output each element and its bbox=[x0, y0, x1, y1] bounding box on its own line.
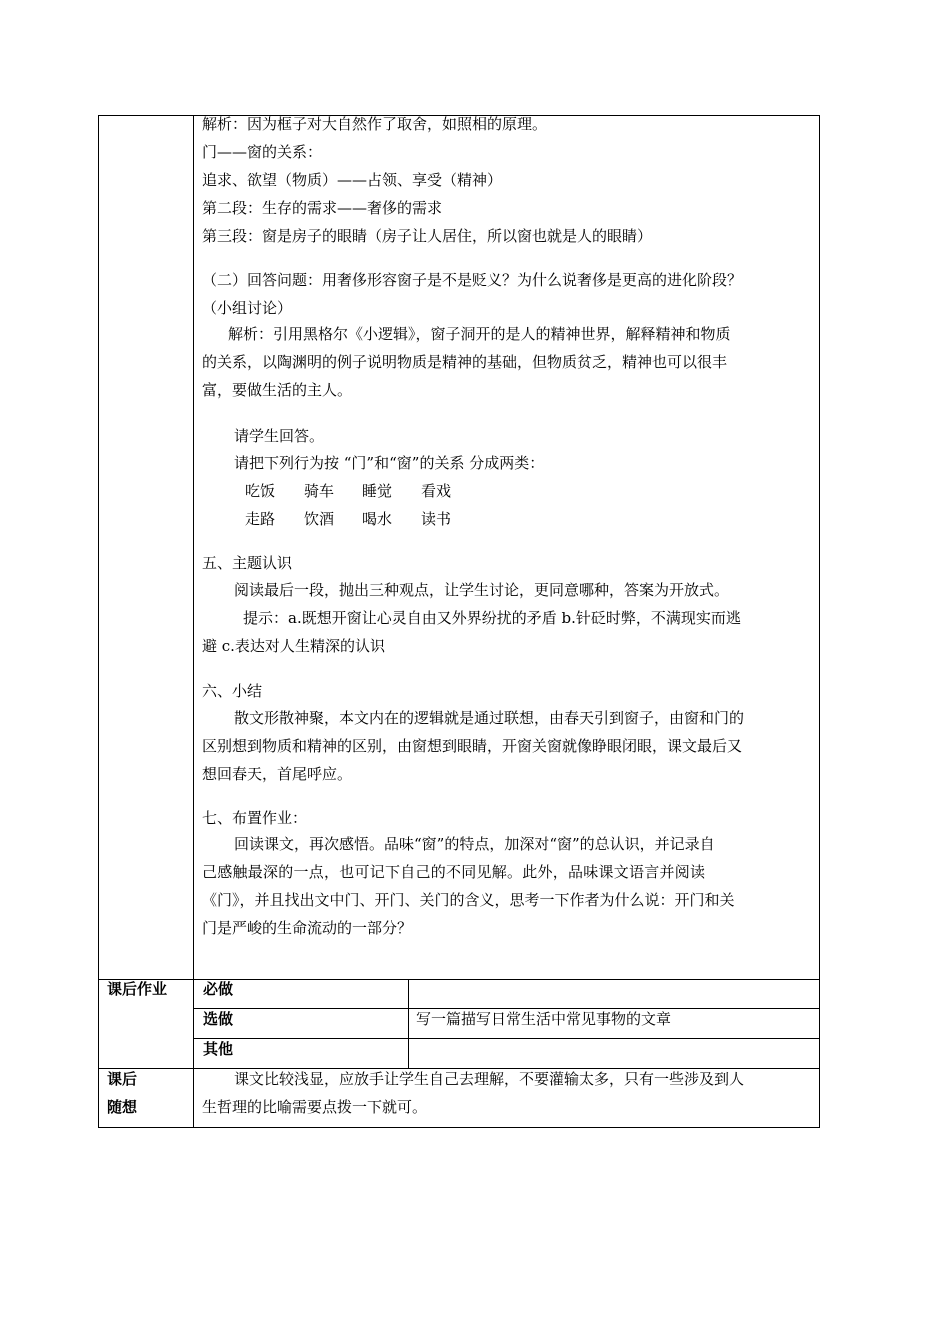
activity-read: 读书 bbox=[421, 510, 452, 528]
activity-eat: 吃饭 bbox=[245, 482, 276, 500]
section-summary-heading: 六、小结 bbox=[202, 682, 263, 700]
analysis-hegel-line-3: 富，要做生活的主人。 bbox=[202, 381, 353, 399]
analysis-frame-line: 解析：因为框子对大自然作了取舍，如照相的原理。 bbox=[202, 115, 548, 133]
analysis-hegel-line: 解析：引用黑格尔《小逻辑》，窗子洞开的是人的精神世界，解释精神和物质 bbox=[228, 325, 731, 343]
optional-homework-content: 写一篇描写日常生活中常见事物的文章 bbox=[416, 1010, 672, 1028]
activity-watch-play: 看戏 bbox=[421, 482, 452, 500]
analysis-hegel-line-2: 的关系，以陶渊明的例子说明物质是精神的基础，但物质贫乏，精神也可以很丰 bbox=[202, 353, 728, 371]
summary-line-1: 散文形散神聚，本文内在的逻辑就是通过联想，由春天引到窗子，由窗和门的 bbox=[234, 709, 745, 727]
classify-instruction-line: 请把下列行为按 “门”和“窗”的关系 分成两类： bbox=[234, 454, 545, 472]
theme-hint-line: 提示：a.既想开窗让心灵自由又外界纷扰的矛盾 b.针砭时弊，不满现实而逃 bbox=[243, 609, 741, 627]
table-divider-col1 bbox=[193, 115, 194, 1128]
summary-line-2: 区别想到物质和精神的区别，由窗想到眼睛，开窗关窗就像睁眼闭眼，课文最后又 bbox=[202, 737, 743, 755]
homework-line-3: 《门》，并且找出文中门、开门、关门的含义，思考一下作者为什么说：开门和关 bbox=[202, 891, 735, 909]
door-window-relation-line: 追求、欲望（物质）——占领、享受（精神） bbox=[202, 171, 503, 189]
activity-ride: 骑车 bbox=[304, 482, 335, 500]
paragraph-two-line: 第二段：生存的需求——奢侈的需求 bbox=[202, 199, 443, 217]
group-discussion-line: （小组讨论） bbox=[202, 299, 293, 317]
reflection-line-2: 生哲理的比喻需要点拨一下就可。 bbox=[202, 1098, 428, 1116]
activity-drink-water: 喝水 bbox=[362, 510, 393, 528]
table-divider-row3 bbox=[193, 1038, 820, 1039]
activity-drink-wine: 饮酒 bbox=[304, 510, 335, 528]
section-theme-heading: 五、主题认识 bbox=[202, 554, 293, 572]
reflection-line-1: 课文比较浅显，应放手让学生自己去理解，不要灌输太多，只有一些涉及到人 bbox=[234, 1070, 745, 1088]
table-divider-col2 bbox=[408, 979, 409, 1068]
other-label: 其他 bbox=[203, 1040, 234, 1058]
homework-line-4: 门是严峻的生命流动的一部分？ bbox=[202, 919, 413, 937]
theme-line-1: 阅读最后一段，抛出三种观点，让学生讨论，更同意哪种，答案为开放式。 bbox=[234, 581, 730, 599]
reflection-label-line1: 课后 bbox=[107, 1070, 138, 1088]
ask-students-line: 请学生回答。 bbox=[234, 427, 325, 445]
table-divider-row4 bbox=[98, 1068, 820, 1069]
homework-line-2: 己感触最深的一点，也可记下自己的不同见解。此外，品味课文语言并阅读 bbox=[202, 863, 706, 881]
table-divider-row2 bbox=[193, 1008, 820, 1009]
section-homework-heading: 七、布置作业： bbox=[202, 809, 308, 827]
theme-hint-line-2: 避 c.表达对人生精深的认识 bbox=[202, 637, 385, 655]
homework-line-1: 回读课文，再次感悟。品味“窗”的特点，加深对“窗”的总认识，并记录自 bbox=[234, 835, 715, 853]
homework-label: 课后作业 bbox=[107, 980, 168, 998]
summary-line-3: 想回春天，首尾呼应。 bbox=[202, 765, 353, 783]
door-window-relation-heading: 门——窗的关系： bbox=[202, 143, 323, 161]
activity-walk: 走路 bbox=[245, 510, 276, 528]
activity-sleep: 睡觉 bbox=[362, 482, 393, 500]
optional-label: 选做 bbox=[203, 1010, 234, 1028]
reflection-label-line2: 随想 bbox=[107, 1098, 138, 1116]
required-label: 必做 bbox=[203, 980, 234, 998]
question-line: （二）回答问题：用奢侈形容窗子是不是贬义？为什么说奢侈是更高的进化阶段？ bbox=[202, 271, 743, 289]
paragraph-three-line: 第三段：窗是房子的眼睛（房子让人居住，所以窗也就是人的眼睛） bbox=[202, 227, 653, 245]
